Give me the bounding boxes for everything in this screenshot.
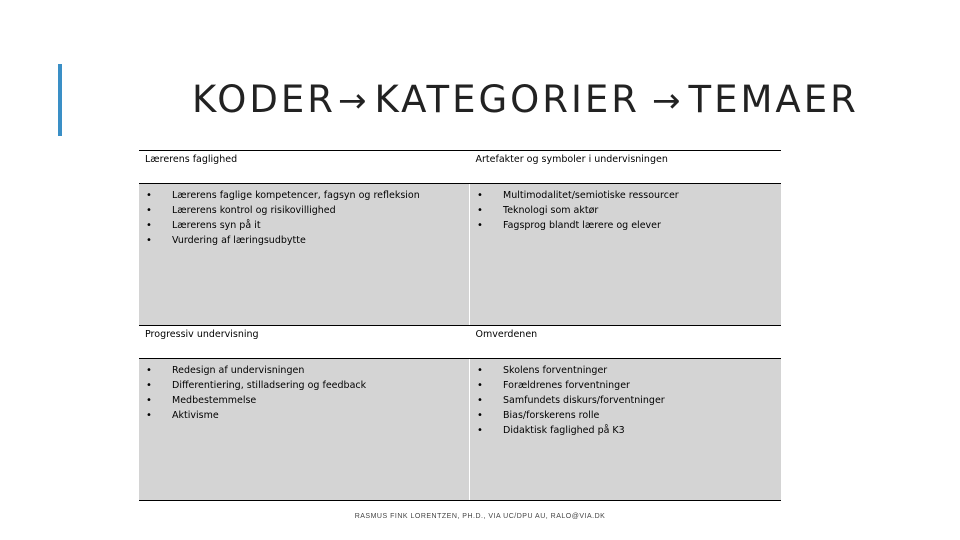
table-body-row bbox=[139, 184, 781, 326]
arrow-right-icon: → bbox=[652, 81, 681, 121]
title-part-kategorier: KATEGORIER bbox=[374, 78, 640, 121]
list-item: • Medbestemmelse bbox=[139, 393, 469, 408]
list-item: • Differentiering, stilladsering og feedback bbox=[139, 378, 469, 393]
list-item: • Samfundets diskurs/forventninger bbox=[470, 393, 781, 408]
bullet-list bbox=[470, 184, 781, 233]
list-item: • Lærerens syn på it bbox=[139, 218, 469, 233]
bullet-list bbox=[470, 359, 781, 438]
arrow-right-icon: → bbox=[337, 81, 367, 121]
bullet-list bbox=[139, 184, 469, 248]
bullet-list bbox=[139, 359, 469, 423]
list-item: • Lærerens faglige kompetencer, fagsyn og refleksion bbox=[139, 188, 469, 203]
header-label: Artefakter og symboler i undervisningen bbox=[475, 154, 668, 165]
header-cell-artefakter bbox=[470, 151, 782, 184]
list-item: • Redesign af undervisningen bbox=[139, 363, 469, 378]
list-item: • Teknologi som aktør bbox=[470, 203, 781, 218]
header-label: Omverdenen bbox=[475, 329, 538, 340]
table-header-row bbox=[139, 151, 781, 184]
list-item: • Multimodalitet/semiotiske ressourcer bbox=[470, 188, 781, 203]
list-item: • Bias/forskerens rolle bbox=[470, 408, 781, 423]
title-part-koder: KODER bbox=[192, 78, 336, 121]
list-item: • Fagsprog blandt lærere og elever bbox=[470, 218, 781, 233]
list-item: • Forældrenes forventninger bbox=[470, 378, 781, 393]
body-cell-omverdenen bbox=[470, 359, 782, 501]
title-accent-bar bbox=[58, 64, 62, 136]
header-cell-progressiv-undervisning bbox=[139, 326, 470, 359]
list-item: • Skolens forventninger bbox=[470, 363, 781, 378]
list-item: • Vurdering af læringsudbytte bbox=[139, 233, 469, 248]
slide-footer: RASMUS FINK LORENTZEN, PH.D., VIA UC/DPU AU, RALO@VIA.DK bbox=[354, 513, 606, 520]
list-item: • Lærerens kontrol og risikovillighed bbox=[139, 203, 469, 218]
table-body-row bbox=[139, 359, 781, 501]
body-cell-laererens-faglighed bbox=[139, 184, 470, 326]
table-header-row bbox=[139, 326, 781, 359]
header-label: Lærerens faglighed bbox=[145, 154, 238, 165]
title-part-temaer: TEMAER bbox=[688, 78, 859, 121]
header-label: Progressiv undervisning bbox=[145, 329, 259, 340]
body-cell-artefakter bbox=[470, 184, 782, 326]
list-item: • Didaktisk faglighed på K3 bbox=[470, 423, 781, 438]
body-cell-progressiv-undervisning bbox=[139, 359, 470, 501]
category-table bbox=[139, 150, 781, 501]
header-cell-laererens-faglighed bbox=[139, 151, 470, 184]
slide-title bbox=[192, 78, 859, 121]
header-cell-omverdenen bbox=[470, 326, 782, 359]
list-item: • Aktivisme bbox=[139, 408, 469, 423]
